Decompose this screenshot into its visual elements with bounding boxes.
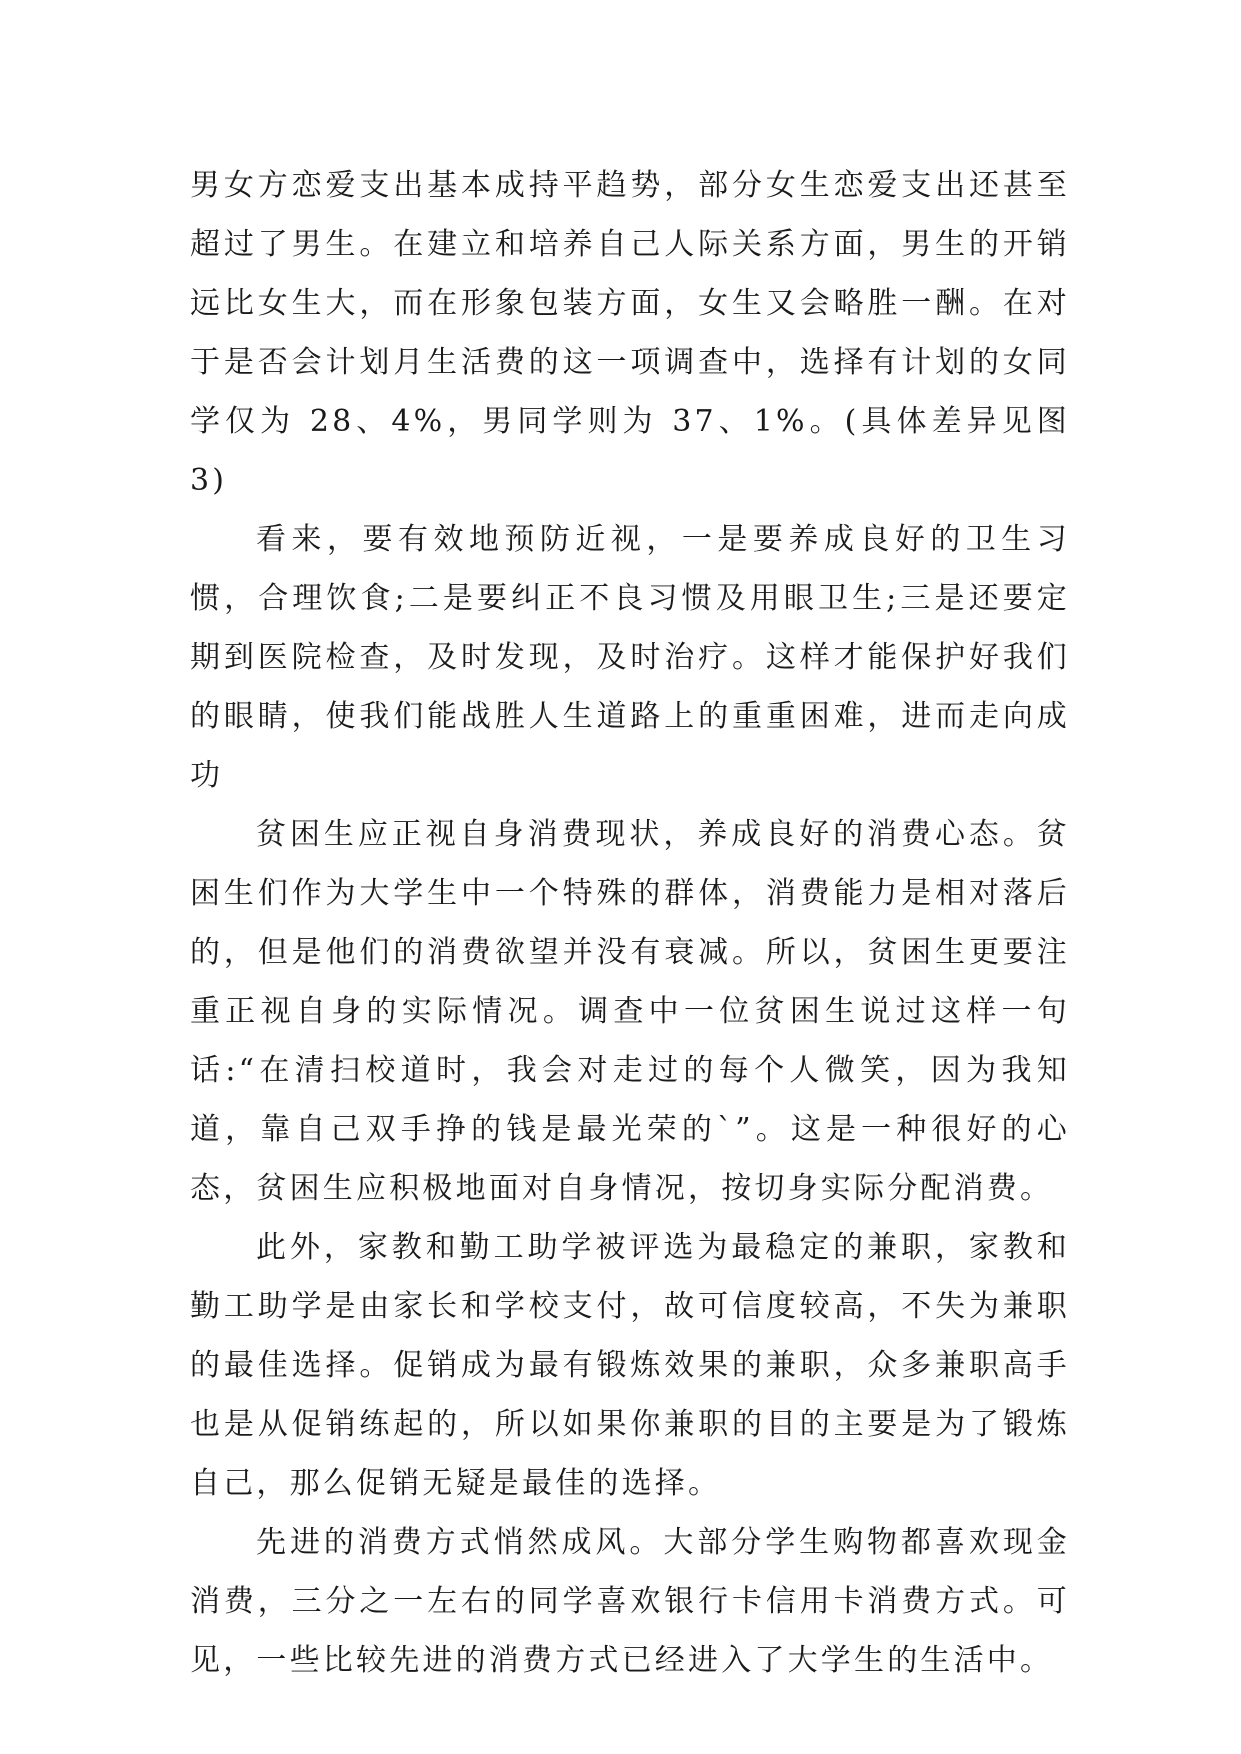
paragraph-myopia-prevention: 看来，要有效地预防近视，一是要养成良好的卫生习惯，合理饮食;二是要纠正不良习惯及用眼卫生;三是还要定期到医院检查，及时发现，及时治疗。这样才能保护好我们的眼睛，使我们能战胜人生道路上的重重困难，进而走向成功 <box>190 522 1070 793</box>
paragraph-poor-students: 贫困生应正视自身消费现状，养成良好的消费心态。贫困生们作为大学生中一个特殊的群体，消费能力是相对落后的，但是他们的消费欲望并没有衰减。所以，贫困生更要注重正视自身的实际情况。调查中一位贫困生说过这样一句话:“在清扫校道时，我会对走过的每个人微笑，因为我知道，靠自己双手挣的钱是最光荣的`”。这是一种很好的心态，贫困生应积极地面对自身情况，按切身实际分配消费。 <box>190 817 1070 1206</box>
paragraph-continuation: 男女方恋爱支出基本成持平趋势，部分女生恋爱支出还甚至超过了男生。在建立和培养自己人际关系方面，男生的开销远比女生大，而在形象包装方面，女生又会略胜一酬。在对于是否会计划月生活费的这一项调查中，选择有计划的女同学仅为 28、4%，男同学则为 37、1%。(具体差异见图 3) <box>190 168 1070 498</box>
body-text <box>190 156 1070 1690</box>
paragraph-payment-methods: 先进的消费方式悄然成风。大部分学生购物都喜欢现金消费，三分之一左右的同学喜欢银行卡信用卡消费方式。可见，一些比较先进的消费方式已经进入了大学生的生活中。 <box>190 1525 1070 1678</box>
paragraph-part-time-jobs: 此外，家教和勤工助学被评选为最稳定的兼职，家教和勤工助学是由家长和学校支付，故可信度较高，不失为兼职的最佳选择。促销成为最有锻炼效果的兼职，众多兼职高手也是从促销练起的，所以如果你兼职的目的主要是为了锻炼自己，那么促销无疑是最佳的选择。 <box>190 1230 1070 1501</box>
